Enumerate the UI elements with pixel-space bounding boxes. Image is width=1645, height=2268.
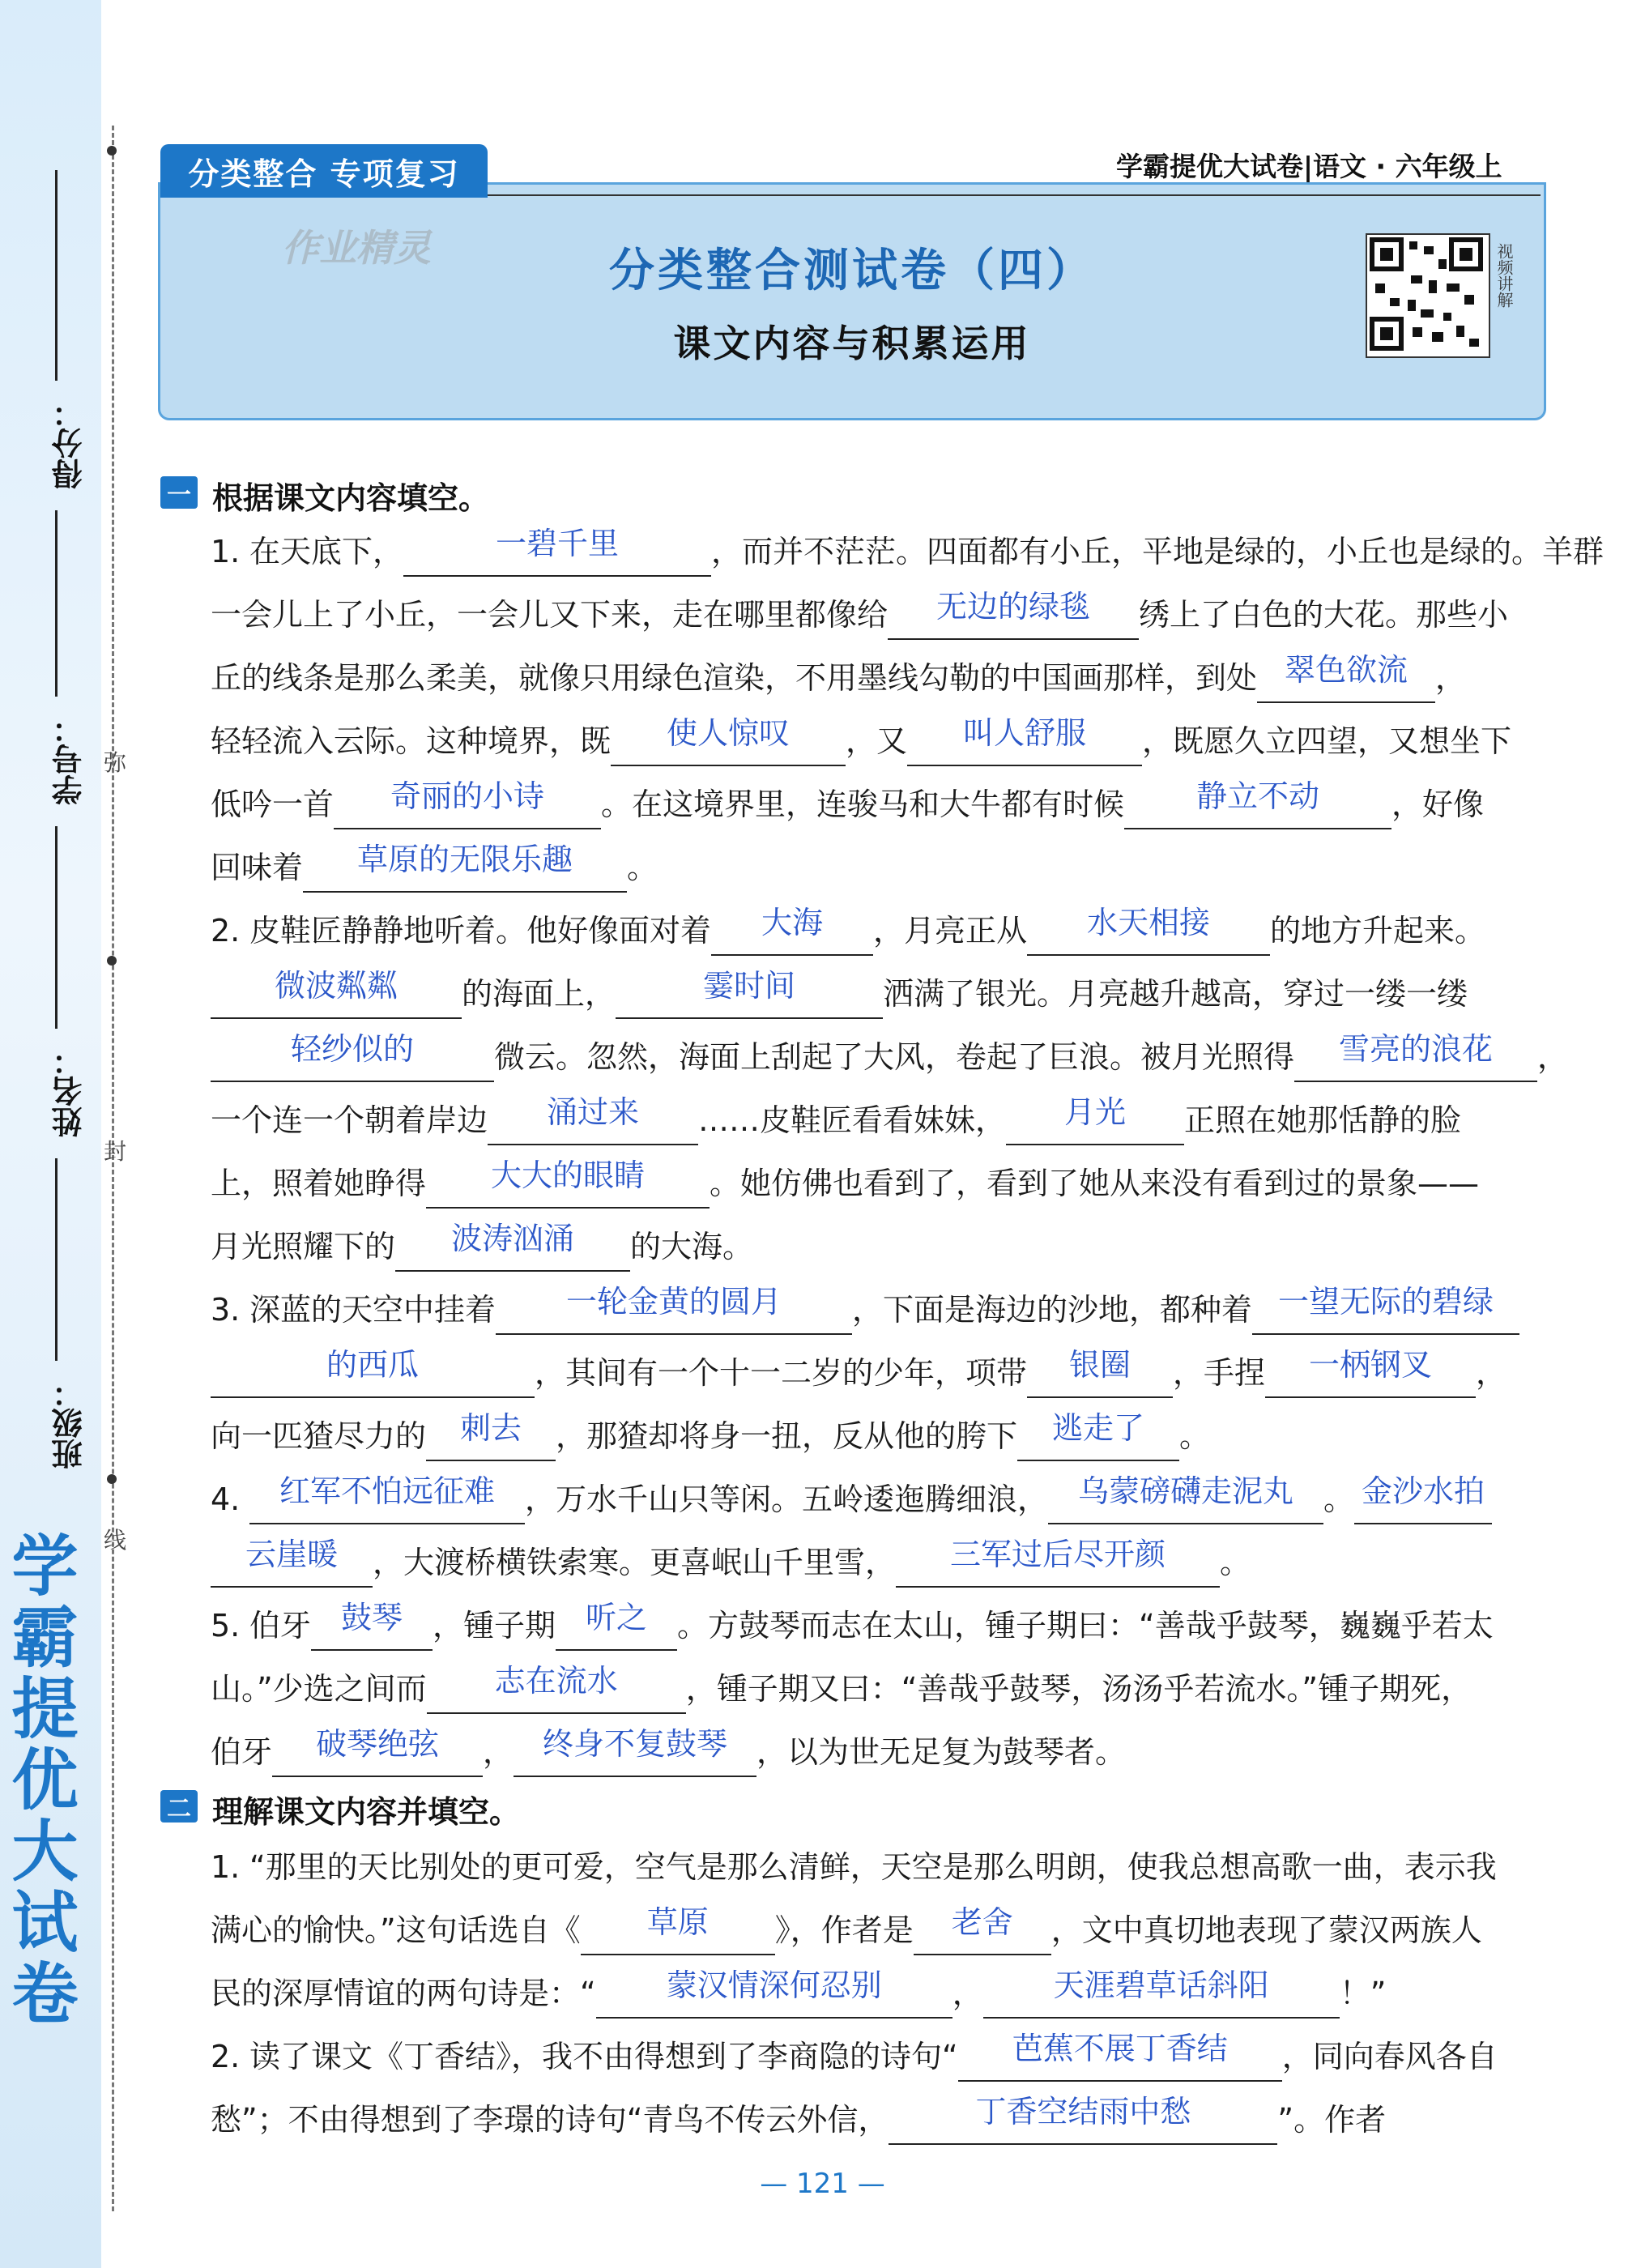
question-number: 3. bbox=[211, 1292, 241, 1328]
text-line bbox=[211, 1665, 1539, 1714]
answer-blank[interactable]: 无边的绿毯 bbox=[888, 591, 1139, 640]
text: 月光照耀下的 bbox=[211, 1229, 396, 1264]
answer-blank[interactable]: 涌过来 bbox=[488, 1097, 698, 1145]
answer-blank[interactable]: 逃走了 bbox=[1017, 1413, 1179, 1461]
text: 伯牙 bbox=[211, 1734, 273, 1770]
text: 伯牙 bbox=[249, 1608, 312, 1643]
class-line bbox=[55, 1158, 58, 1361]
text: 民的深厚情谊的两句诗是：“ bbox=[211, 1976, 596, 2011]
text: 满心的愉快。”这句话选自《 bbox=[211, 1912, 581, 1948]
text-line bbox=[211, 2033, 1539, 2082]
answer-blank[interactable]: 的西瓜 bbox=[211, 1349, 535, 1398]
text: 在天底下， bbox=[249, 534, 404, 569]
text: 。方鼓琴而志在太山，锺子期曰：“善哉乎鼓琴，巍巍乎若太 bbox=[677, 1608, 1494, 1643]
answer-blank[interactable]: 鼓琴 bbox=[311, 1602, 433, 1651]
text: ，好像 bbox=[1391, 787, 1485, 822]
text: 绣上了白色的大花。那些小 bbox=[1139, 597, 1509, 633]
answer-blank[interactable]: 轻纱似的 bbox=[211, 1034, 494, 1082]
text: 回味着 bbox=[211, 850, 304, 885]
answer-blank[interactable]: 破琴绝弦 bbox=[272, 1729, 483, 1777]
book-title: 学霸提优大试卷|语文 · 六年级上 bbox=[1116, 151, 1502, 182]
text: ， bbox=[1537, 1039, 1569, 1075]
text: ”。作者 bbox=[1277, 2102, 1387, 2138]
answer-blank[interactable]: 丁香空结雨中愁 bbox=[889, 2096, 1277, 2145]
answer-blank[interactable]: 老舍 bbox=[914, 1907, 1051, 1955]
text: “那里的天比别处的更可爱，空气是那么清鲜，天空是那么明朗，使我总想高歌一曲，表示我 bbox=[249, 1849, 1497, 1885]
seal-dot bbox=[107, 146, 117, 156]
section-title: 理解课文内容并填空。 bbox=[212, 1794, 521, 1830]
text: 。她仿佛也看到了，看到了她从来没有看到过的景象—— bbox=[710, 1166, 1480, 1201]
page-subtitle: 课文内容与积累运用 bbox=[673, 322, 1031, 365]
text: ，同向春风各自 bbox=[1281, 2039, 1498, 2074]
text-line bbox=[211, 1602, 1539, 1651]
text-line bbox=[211, 526, 1605, 577]
answer-blank[interactable]: 翠色欲流 bbox=[1257, 654, 1435, 703]
score-line bbox=[55, 170, 58, 381]
question-number: 1. bbox=[211, 1849, 241, 1885]
answer-blank[interactable]: 大海 bbox=[711, 907, 873, 956]
page-number: — 121 — bbox=[760, 2168, 885, 2200]
text: ，文中真切地表现了蒙汉两族人 bbox=[1050, 1912, 1482, 1948]
answer-blank[interactable]: 志在流水 bbox=[427, 1665, 686, 1714]
answer-blank[interactable]: 一柄钢叉 bbox=[1265, 1349, 1476, 1398]
text: 。 bbox=[1323, 1481, 1355, 1517]
answer-blank[interactable]: 乌蒙磅礴走泥丸 bbox=[1048, 1476, 1323, 1524]
text: ，又 bbox=[846, 723, 908, 759]
text-line bbox=[211, 1094, 1539, 1145]
answer-blank[interactable]: 静立不动 bbox=[1124, 781, 1391, 829]
score-label: 得分： bbox=[52, 397, 87, 489]
answer-blank[interactable]: 波涛汹涌 bbox=[395, 1223, 630, 1272]
answer-blank[interactable]: 草原 bbox=[581, 1907, 775, 1955]
text: 深蓝的天空中挂着 bbox=[249, 1292, 496, 1328]
answer-blank[interactable]: 终身不复鼓琴 bbox=[514, 1729, 756, 1777]
text: ，锺子期又曰：“善哉乎鼓琴，汤汤乎若流水。”锺子期死， bbox=[685, 1671, 1472, 1707]
answer-blank[interactable]: 使人惊叹 bbox=[611, 718, 846, 766]
seal-char-mi: 弥 bbox=[104, 749, 127, 776]
text: ，既愿久立四望，又想坐下 bbox=[1142, 723, 1512, 759]
answer-blank[interactable]: 大大的眼睛 bbox=[426, 1160, 710, 1209]
id-line bbox=[55, 510, 58, 697]
strip-title: 学霸提优大试卷 bbox=[1, 1531, 79, 2030]
text-line bbox=[211, 1967, 1539, 2019]
text: 。在这境界里，连骏马和大牛都有时候 bbox=[601, 787, 1125, 822]
text-line bbox=[211, 1349, 1539, 1398]
question-number: 4. bbox=[211, 1481, 241, 1517]
text: 山。”少选之间而 bbox=[211, 1671, 427, 1707]
section-badge: 二 bbox=[160, 1790, 198, 1823]
qr-label: 视频讲解 bbox=[1494, 243, 1514, 308]
answer-blank[interactable]: 雪亮的浪花 bbox=[1294, 1034, 1537, 1082]
question-number: 1. bbox=[211, 534, 241, 569]
text: ，手捏 bbox=[1173, 1355, 1266, 1391]
answer-blank[interactable]: 奇丽的小诗 bbox=[334, 781, 601, 829]
text: 的海面上， bbox=[462, 976, 616, 1012]
text: 的地方升起来。 bbox=[1270, 913, 1486, 949]
text: 上，照着她睁得 bbox=[211, 1166, 427, 1201]
text: 》，作者是 bbox=[774, 1912, 914, 1948]
text: 愁”；不由得想到了李璟的诗句“青鸟不传云外信， bbox=[211, 2102, 889, 2138]
answer-blank[interactable]: 刺去 bbox=[426, 1413, 556, 1461]
text-line bbox=[211, 1031, 1569, 1082]
text: ，万水千山只等闲。五岭逶迤腾细浪， bbox=[525, 1481, 1049, 1517]
text-line bbox=[211, 1904, 1539, 1955]
text: 向一匹猹尽力的 bbox=[211, 1418, 427, 1454]
answer-blank[interactable]: 红军不怕远征难 bbox=[249, 1476, 525, 1524]
answer-blank[interactable]: 金沙水拍 bbox=[1354, 1476, 1492, 1524]
text: ，大渡桥横铁索寒。更喜岷山千里雪， bbox=[373, 1545, 897, 1580]
title-banner bbox=[158, 182, 1546, 420]
answer-blank[interactable]: 芭蕉不展丁香结 bbox=[958, 2033, 1282, 2082]
seal-line bbox=[112, 126, 114, 2211]
text-line bbox=[211, 844, 1539, 893]
page-title: 分类整合测试卷（四） bbox=[609, 244, 1095, 297]
text-line bbox=[211, 654, 1539, 703]
text: 读了课文《丁香结》，我不由得想到了李商隐的诗句“ bbox=[249, 2039, 958, 2074]
question-number: 5. bbox=[211, 1608, 241, 1643]
text: 的大海。 bbox=[630, 1229, 754, 1264]
seal-char-xian: 线 bbox=[104, 1527, 127, 1554]
answer-blank[interactable]: 叫人舒服 bbox=[907, 718, 1142, 766]
text-line bbox=[211, 1844, 1539, 1891]
text: 。 bbox=[627, 850, 658, 885]
text-line bbox=[211, 1286, 1539, 1335]
text: ，而并不茫茫。四面都有小丘，平地是绿的，小丘也是绿的。羊群 bbox=[711, 534, 1605, 569]
answer-blank[interactable]: 微波粼粼 bbox=[211, 970, 462, 1019]
answer-blank[interactable]: 云崖暖 bbox=[211, 1539, 373, 1588]
answer-blank[interactable]: 天涯碧草话斜阳 bbox=[983, 1970, 1340, 2019]
answer-blank[interactable]: 三军过后尽开颜 bbox=[896, 1539, 1220, 1588]
text-line bbox=[211, 591, 1539, 640]
text: ，下面是海边的沙地，都种着 bbox=[852, 1292, 1253, 1328]
text: ，那猹却将身一扭，反从他的胯下 bbox=[556, 1418, 1018, 1454]
text: ！” bbox=[1339, 1976, 1387, 2011]
id-label: 学号： bbox=[52, 713, 87, 805]
text-line bbox=[211, 2096, 1539, 2145]
answer-blank[interactable]: 一碧千里 bbox=[403, 528, 711, 577]
text-line bbox=[211, 1223, 1539, 1272]
watermark: 作业精灵 bbox=[282, 226, 431, 270]
text: ……皮鞋匠看看妹妹， bbox=[698, 1102, 1007, 1138]
answer-blank[interactable]: 一望无际的碧绿 bbox=[1252, 1286, 1519, 1335]
answer-blank[interactable]: 银圈 bbox=[1027, 1349, 1173, 1398]
answer-blank[interactable]: 蒙汉情深何忍别 bbox=[596, 1970, 952, 2019]
text: 丘的线条是那么柔美，就像只用绿色渲染，不用墨线勾勒的中国画那样，到处 bbox=[211, 660, 1258, 696]
text: 低吟一首 bbox=[211, 787, 335, 822]
text-line bbox=[211, 970, 1539, 1019]
answer-blank[interactable]: 月光 bbox=[1006, 1097, 1184, 1145]
text-line bbox=[211, 1539, 1539, 1588]
text: 轻轻流入云际。这种境界，既 bbox=[211, 723, 612, 759]
answer-blank[interactable]: 草原的无限乐趣 bbox=[303, 844, 627, 893]
text: ，月亮正从 bbox=[873, 913, 1028, 949]
text: 。 bbox=[1220, 1545, 1251, 1580]
text-line bbox=[211, 1157, 1539, 1209]
text: ，其间有一个十一二岁的少年，项带 bbox=[535, 1355, 1028, 1391]
text: ， bbox=[483, 1734, 514, 1770]
question-number: 2. bbox=[211, 2039, 241, 2074]
answer-blank[interactable]: 水天相接 bbox=[1027, 907, 1270, 956]
text-line bbox=[211, 1726, 1539, 1777]
name-line bbox=[55, 826, 58, 1029]
section-tag: 分类整合 专项复习 bbox=[160, 144, 488, 198]
seal-dot bbox=[107, 1474, 117, 1484]
text: 一会儿上了小丘，一会儿又下来，走在哪里都像给 bbox=[211, 597, 889, 633]
text-line bbox=[211, 907, 1539, 956]
question-number: 2. bbox=[211, 913, 241, 949]
text: ，锺子期 bbox=[433, 1608, 556, 1643]
text-line bbox=[211, 778, 1539, 829]
text: ， bbox=[1435, 660, 1467, 696]
answer-blank[interactable]: 霎时间 bbox=[616, 970, 883, 1019]
answer-blank[interactable]: 听之 bbox=[556, 1602, 677, 1651]
class-label: 班级： bbox=[52, 1377, 87, 1469]
name-label: 姓名： bbox=[52, 1045, 87, 1137]
text-line bbox=[211, 715, 1539, 766]
text: 。 bbox=[1179, 1418, 1211, 1454]
section-badge: 一 bbox=[160, 476, 198, 509]
header-rule bbox=[488, 194, 1541, 196]
text: 微云。忽然，海面上刮起了大风，卷起了巨浪。被月光照得 bbox=[494, 1039, 1295, 1075]
qr-code-icon[interactable] bbox=[1366, 233, 1490, 358]
text: 一个连一个朝着岸边 bbox=[211, 1102, 488, 1138]
seal-dot bbox=[107, 956, 117, 966]
text-line bbox=[211, 1473, 1539, 1524]
text: ， bbox=[1476, 1355, 1507, 1391]
text-line bbox=[211, 1410, 1539, 1461]
text: ， bbox=[952, 1976, 983, 2011]
text: 洒满了银光。月亮越升越高，穿过一缕一缕 bbox=[883, 976, 1468, 1012]
section-title: 根据课文内容填空。 bbox=[212, 480, 490, 516]
answer-blank[interactable]: 一轮金黄的圆月 bbox=[496, 1286, 852, 1335]
text: 皮鞋匠静静地听着。他好像面对着 bbox=[249, 913, 712, 949]
seal-char-feng: 封 bbox=[104, 1138, 127, 1165]
text: 正照在她那恬静的脸 bbox=[1184, 1102, 1462, 1138]
text: ，以为世无足复为鼓琴者。 bbox=[756, 1734, 1127, 1770]
